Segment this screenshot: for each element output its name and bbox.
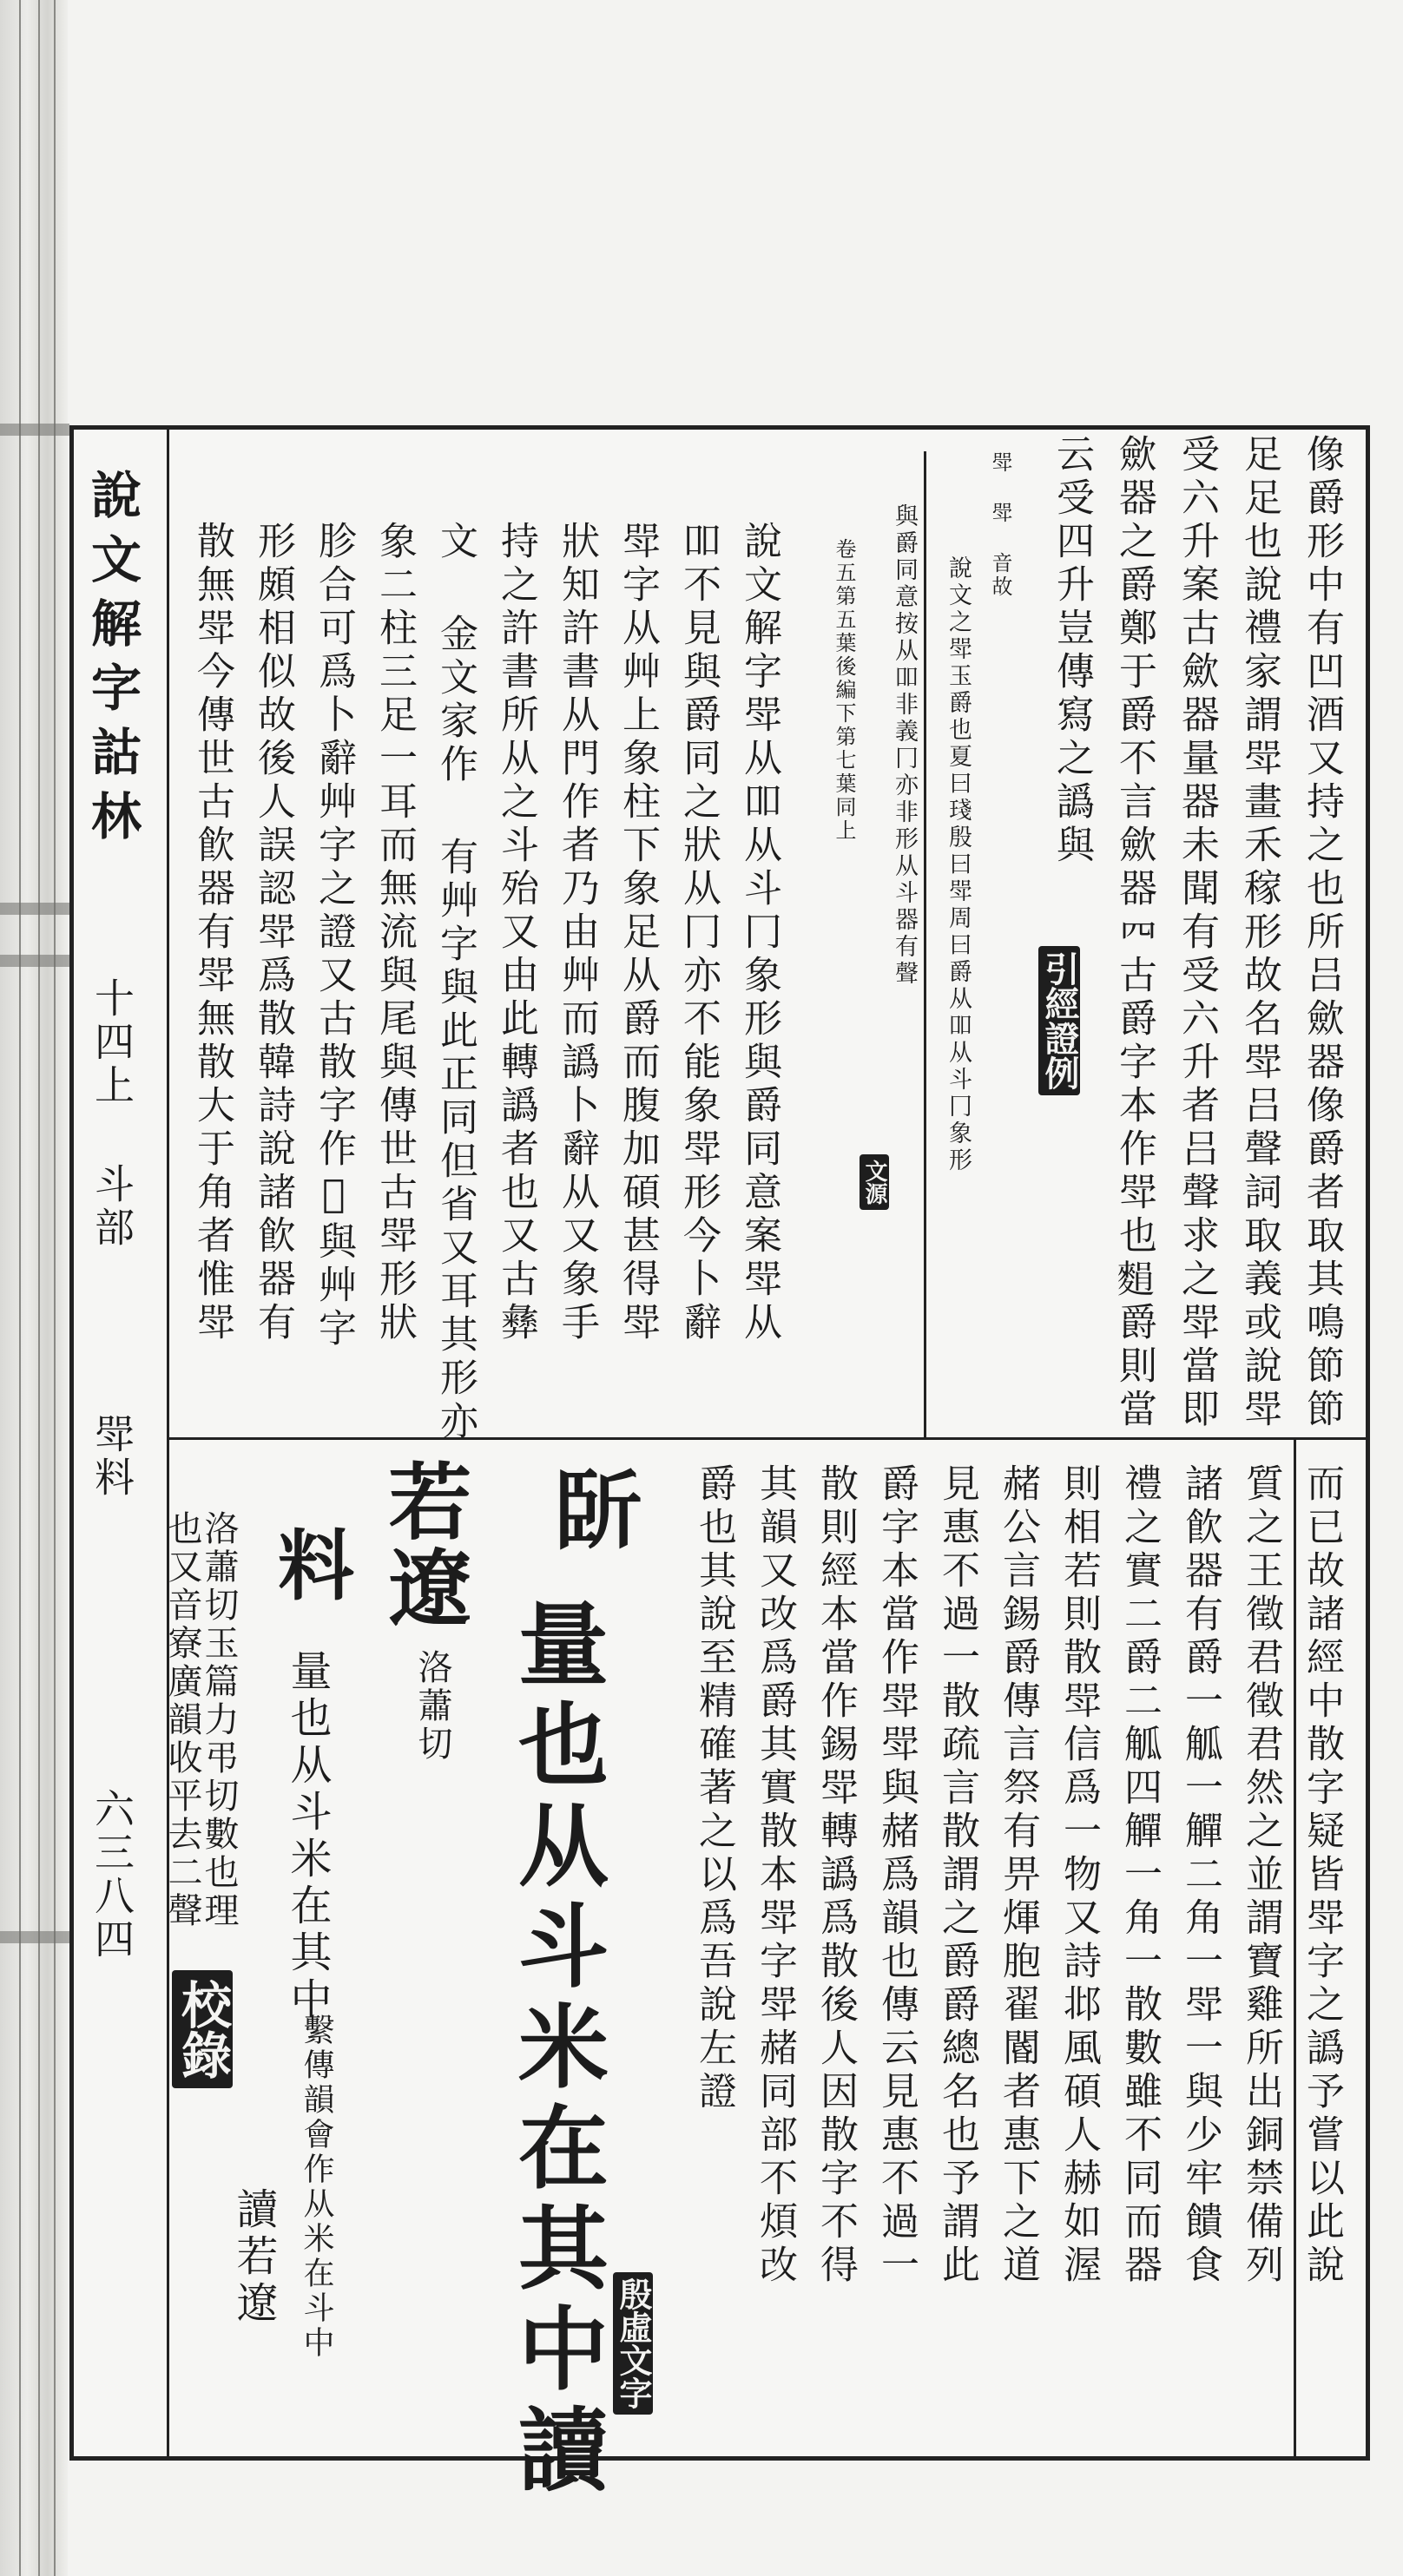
commentary-col: 形頗相似故後人誤認斝爲散韓詩說諸飮器有 <box>251 521 295 1345</box>
commentary-col: 持之許書所从之斗殆又由此轉譌者也又古彝 <box>494 521 538 1345</box>
lower-main-col: 見惠不過一散疏言散謂之爵爵總名也予謂此 <box>935 1463 979 2288</box>
lower-main-col: 則相若則散斝信爲一物又詩邶風碩人赫如渥 <box>1057 1463 1101 2288</box>
reference-col: 卷五第五葉後編下第七葉同上 <box>832 538 856 843</box>
volume-label: 十四上 <box>89 977 135 1107</box>
lower-main-col: 質之王徵君徵君然之並謂寶雞所出銅禁備列 <box>1239 1463 1283 2288</box>
commentary-col: 吅不見與爵同之狀从冂亦不能象斝形今卜辭 <box>676 521 721 1345</box>
page-number: 六三八四 <box>89 1788 135 1962</box>
fanqie-note: 洛蕭切 <box>412 1649 452 1764</box>
tag-jiaolu: 校錄 <box>172 1970 233 2088</box>
upper-main-col: 云受四升豈傳寫之譌與 <box>1050 434 1094 868</box>
xu-reading: 讀若遼 <box>229 2187 278 2328</box>
section-label: 斗部 <box>89 1163 135 1250</box>
book-spine-edge <box>0 0 68 2576</box>
xu-definition: 量也从斗米在其中 <box>283 1649 332 2024</box>
commentary-col: 狀知許書从門作者乃由艸而譌卜辭从又象手 <box>555 521 599 1345</box>
book-title: 說文解字詁林 <box>82 469 142 854</box>
jiagu-note-col: 與爵同意按从吅非義冂亦非形从斗器有聲 <box>891 503 918 988</box>
binding-thread <box>0 903 69 915</box>
section-divider <box>169 1437 1367 1440</box>
spine-line <box>54 0 56 2576</box>
binding-thread <box>0 1931 69 1943</box>
lower-main-col: 散則經本當作錫斝轉譌爲散後人因散字不得 <box>813 1463 858 2288</box>
commentary-col: 胗合可爲卜辭艸字之證又古散字作𢿁與艸字 <box>312 521 356 1351</box>
jiagu-label: 斝 斝 音故 <box>988 451 1012 599</box>
commentary-col: 象二柱三足一耳而無流與尾與傳世古斝形狀 <box>372 521 417 1345</box>
tag-yinxu-wenzi: 殷虛文字 <box>613 2272 653 2415</box>
fanqie-reading: 若遼 <box>375 1458 473 1632</box>
upper-main-col: 像爵形中有凹酒又持之也所吕歛器像爵者取其鳴節節 <box>1300 434 1344 1432</box>
commentary-col: 文 金文家作 有艸字與此正同但省又耳其形亦 <box>433 521 478 1444</box>
lower-main-col: 禮之實二爵二觚四觶一角一散數雖不同而器 <box>1117 1463 1162 2288</box>
headword-char: 料 <box>278 1521 355 1611</box>
binding-thread <box>0 955 69 967</box>
margin-divider <box>167 425 169 2461</box>
lower-main-col: 其韻又改爲爵其實散本斝字斝赭同部不煩改 <box>753 1463 797 2288</box>
spine-line <box>38 0 40 2576</box>
spine-line <box>19 0 21 2576</box>
seal-script-glyph: 𣂜 <box>556 1459 642 1561</box>
jiagu-note-col: 說文之斝玉爵也夏曰琖殷曰斝周曰爵从吅从斗冂象形 <box>945 555 972 1174</box>
headword-definition: 量也从斗米在其中讀 <box>503 1597 609 2503</box>
upper-main-col: 足足也說禮家謂斝畫禾稼形故名斝吕聲詞取義或說斝 <box>1237 434 1281 1432</box>
binding-thread <box>0 424 69 436</box>
commentary-col: 散無斝今傳世古飮器有斝無散大于角者惟斝 <box>190 521 234 1345</box>
lower-main-col: 爵字本當作斝斝與赭爲韻也傳云見惠不過一 <box>874 1463 919 2288</box>
lower-main-col: 赭公言錫爵傳言祭有畀煇胞翟閽者惠下之道 <box>996 1463 1040 2288</box>
upper-main-col: 歛器之爵鄭于爵不言歛器𦉪古爵字本作斝也𪌭爵則當 <box>1112 434 1156 1432</box>
yinyi-col: 洛蕭切玉篇力弔切數也理 <box>199 1510 239 1930</box>
upper-column-rule <box>924 451 926 1437</box>
commentary-col: 斝字从艸上象柱下象足从爵而腹加碩甚得斝 <box>616 521 660 1345</box>
lower-main-col: 諸飮器有爵一觚一觶二角一斝一與少牢饋食 <box>1178 1463 1222 2288</box>
entry-characters: 斝料 <box>89 1413 135 1500</box>
lower-main-col: 爵也其說至精確著之以爲吾說左證 <box>692 1463 736 2114</box>
xu-variant-note: 繫傳韻會作从米在斗中 <box>299 2014 334 2361</box>
commentary-col: 說文解字斝从吅从斗冂象形與爵同意案斝从 <box>737 521 781 1345</box>
upper-main-col: 受六升案古歛器量器未聞有受六升者吕聲求之斝當即 <box>1175 434 1219 1432</box>
yinyi-col: 也又音寮廣韻收平去二聲 <box>162 1510 202 1930</box>
tag-wenyuan: 文源 <box>860 1154 889 1210</box>
tag-yinjing-zhengli: 引經證例 <box>1038 946 1080 1095</box>
lower-right-rule <box>1294 1437 1296 2458</box>
lower-main-col: 而已故諸經中散字疑皆斝字之譌予嘗以此說 <box>1300 1463 1344 2288</box>
